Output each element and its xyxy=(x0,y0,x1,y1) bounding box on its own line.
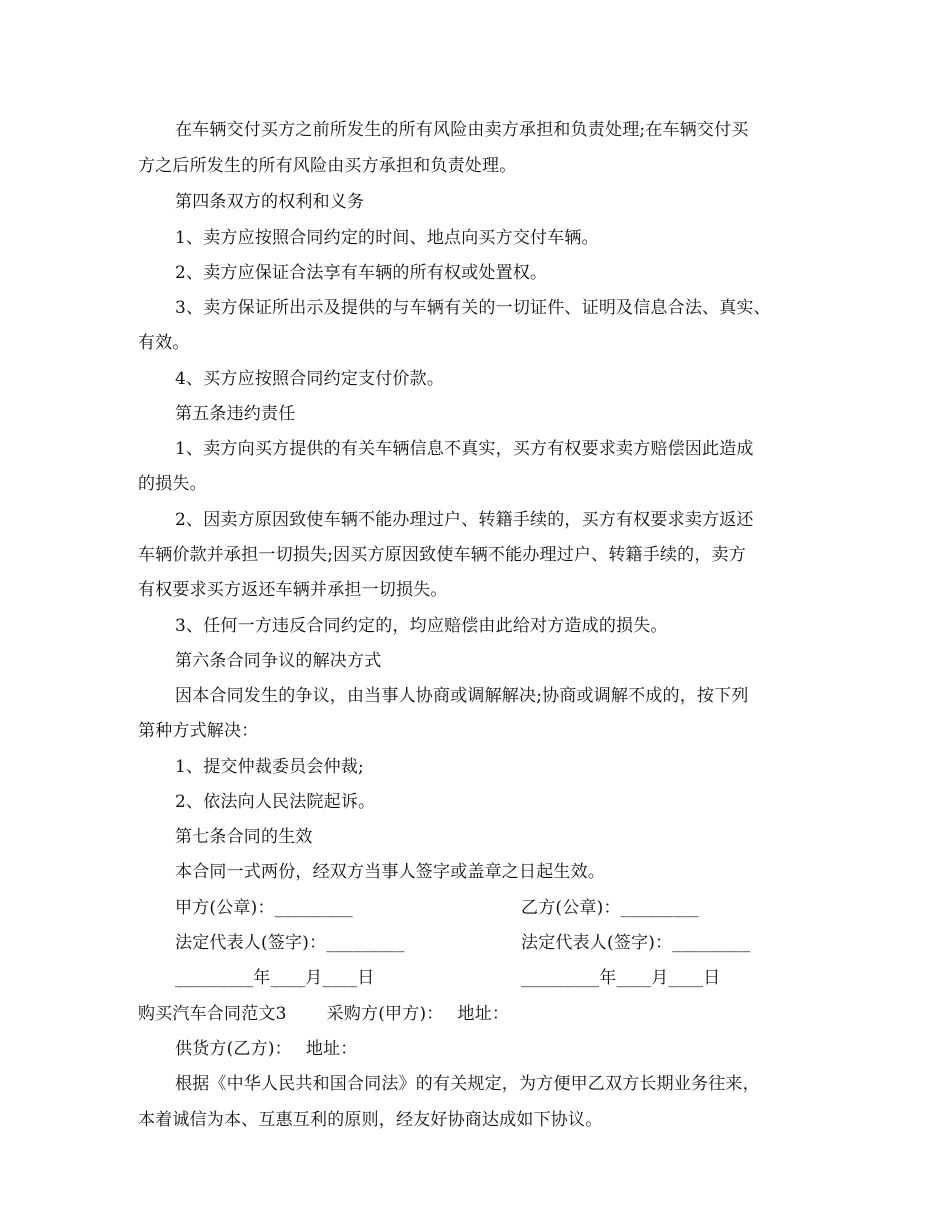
party-a-date: _________年____月____日 xyxy=(175,968,375,988)
list-item: 1、提交仲裁委员会仲裁; xyxy=(175,757,364,777)
paragraph-line: 根据《中华人民共和国合同法》的有关规定，为方便甲乙双方长期业务往来， xyxy=(175,1074,760,1094)
list-item-continuation: 有效。 xyxy=(138,333,190,353)
list-item: 2、因卖方原因致使车辆不能办理过户、转籍手续的，买方有权要求卖方返还 xyxy=(175,510,754,530)
paragraph-line: 本合同一式两份，经双方当事人签字或盖章之日起生效。 xyxy=(175,862,605,882)
seller-label: 供货方(乙方)： xyxy=(175,1039,292,1059)
list-item: 1、卖方应按照合同约定的时间、地点向买方交付车辆。 xyxy=(175,228,599,248)
seller-line xyxy=(175,1038,357,1060)
list-item: 3、任何一方违反合同约定的，均应赔偿由此给对方造成的损失。 xyxy=(175,616,668,636)
paragraph-line: 因本合同发生的争议，由当事人协商或调解解决;协商或调解不成的，按下列 xyxy=(175,686,749,706)
party-b-seal: 乙方(公章)：_________ xyxy=(521,898,699,918)
list-item-continuation: 车辆价款并承担一切损失;因买方原因致使车辆不能办理过户、转籍手续的，卖方 xyxy=(138,545,746,565)
list-item-continuation: 有权要求买方返还车辆并承担一切损失。 xyxy=(138,580,448,600)
party-b-date: _________年____月____日 xyxy=(521,968,721,988)
party-b-representative: 法定代表人(签字)：_________ xyxy=(521,933,751,953)
list-item: 2、依法向人民法院起诉。 xyxy=(175,792,376,812)
list-item: 2、卖方应保证合法享有车辆的所有权或处置权。 xyxy=(175,263,548,283)
section-title: 第七条合同的生效 xyxy=(175,827,313,847)
paragraph-line: 本着诚信为本、互惠互利的原则，经友好协商达成如下协议。 xyxy=(138,1110,603,1130)
section-title: 第五条违约责任 xyxy=(175,404,296,424)
next-contract-header xyxy=(138,1003,509,1025)
paragraph-line: 方之后所发生的所有风险由买方承担和负责处理。 xyxy=(138,156,517,176)
paragraph-line: 第种方式解决： xyxy=(138,721,259,741)
buyer-label: 采购方(甲方)： xyxy=(326,1004,444,1024)
section-title: 第六条合同争议的解决方式 xyxy=(175,651,382,671)
list-item: 4、买方应按照合同约定支付价款。 xyxy=(175,369,445,389)
party-a-representative: 法定代表人(签字)：_________ xyxy=(175,933,405,953)
list-item-continuation: 的损失。 xyxy=(138,474,207,494)
paragraph-line: 在车辆交付买方之前所发生的所有风险由卖方承担和负责处理;在车辆交付买 xyxy=(175,120,749,140)
next-contract-title: 购买汽车合同范文3 xyxy=(138,1004,287,1024)
section-title: 第四条双方的权利和义务 xyxy=(175,192,365,212)
buyer-address-label: 地址： xyxy=(457,1004,510,1024)
list-item: 3、卖方保证所出示及提供的与车辆有关的一切证件、证明及信息合法、真实、 xyxy=(175,298,771,318)
seller-address-label: 地址： xyxy=(305,1039,358,1059)
list-item: 1、卖方向买方提供的有关车辆信息不真实，买方有权要求卖方赔偿因此造成 xyxy=(175,439,754,459)
party-a-seal: 甲方(公章)：_________ xyxy=(175,898,353,918)
